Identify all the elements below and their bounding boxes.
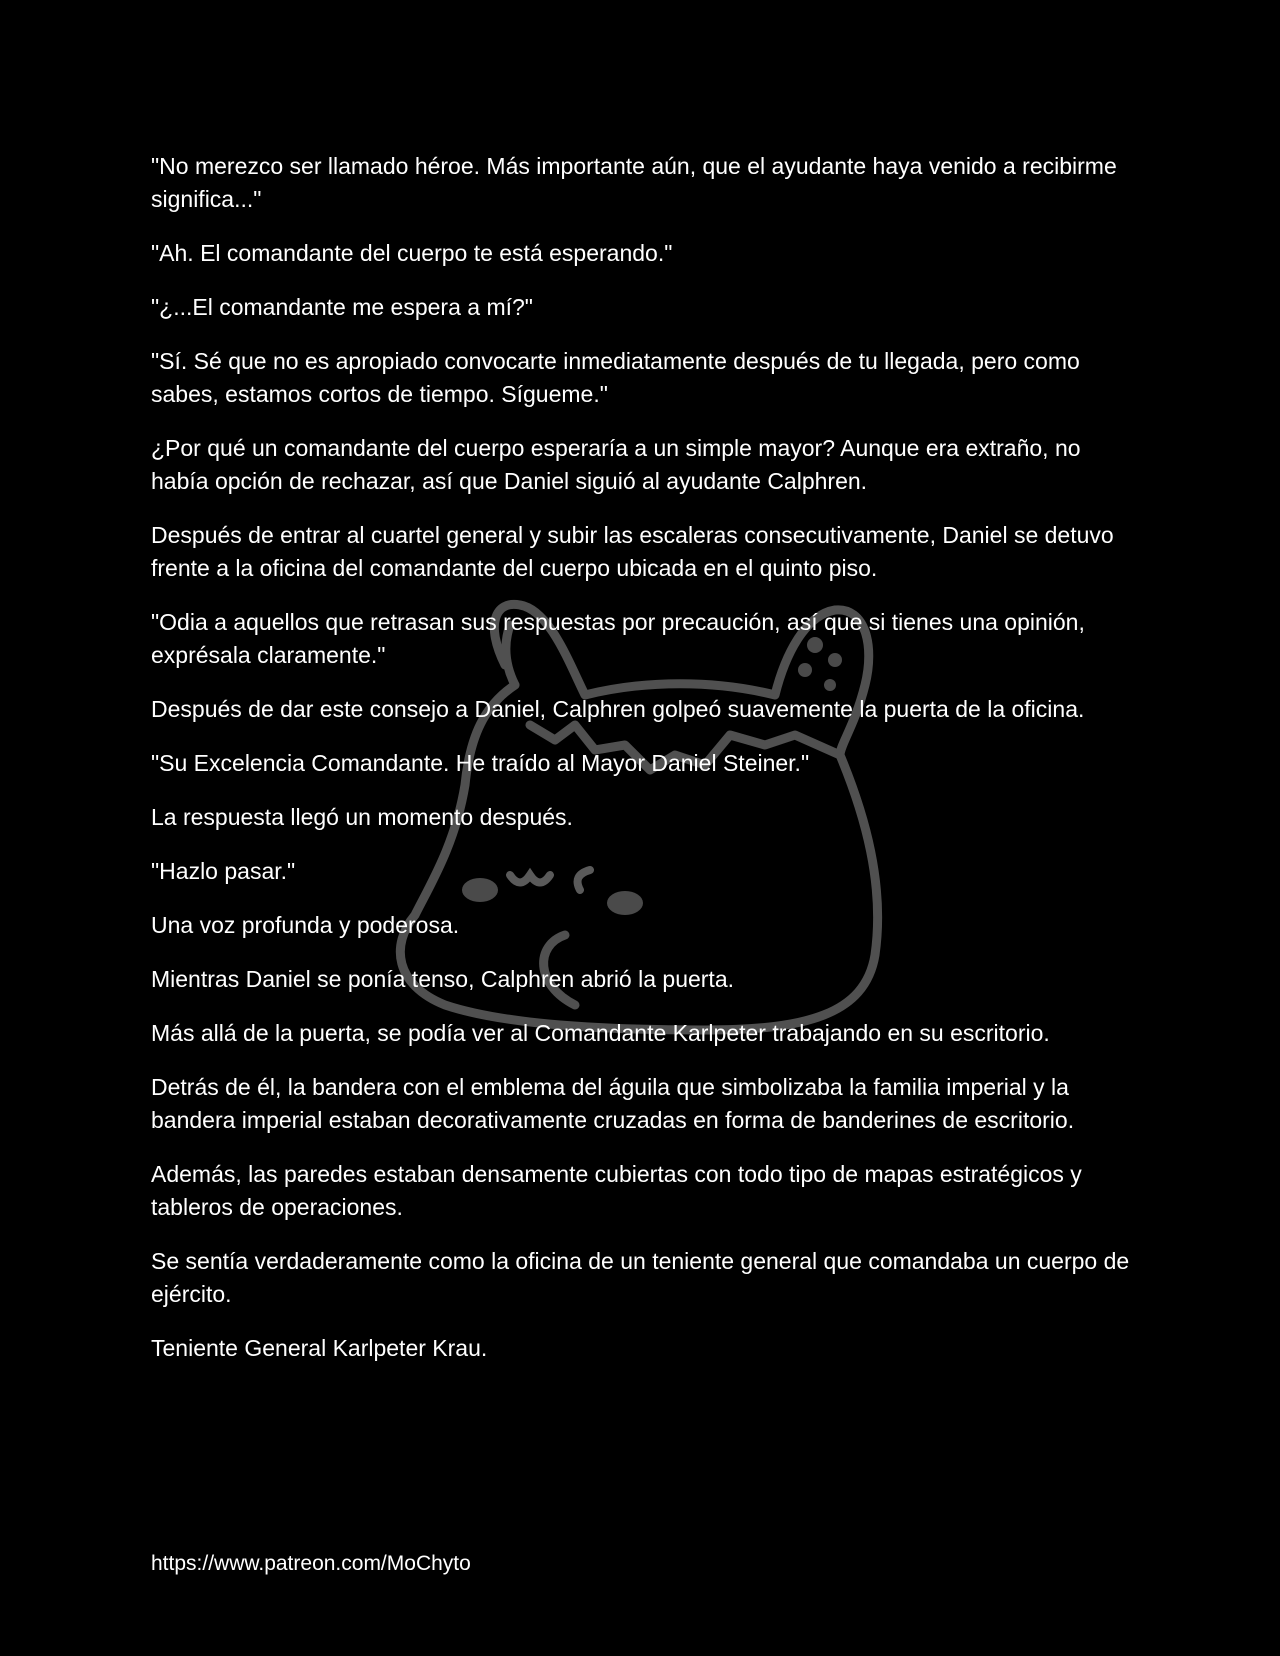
paragraph: "Su Excelencia Comandante. He traído al Mayor Daniel Steiner." [151,750,810,776]
paragraph: "Odia a aquellos que retrasan sus respuestas por precaución, así que si tienes una opinión, exprésala claramente." [151,609,1085,668]
chapter-text [151,150,1136,1386]
paragraph: "Sí. Sé que no es apropiado convocarte inmediatamente después de tu llegada, pero como sabes, estamos cortos de tiempo. Sígueme." [151,348,1080,407]
paragraph: ¿Por qué un comandante del cuerpo esperaría a un simple mayor? Aunque era extraño, no había opción de rechazar, así que Daniel siguió al ayudante Calphren. [151,435,1081,494]
paragraph: La respuesta llegó un momento después. [151,804,573,830]
paragraph: "No merezco ser llamado héroe. Más importante aún, que el ayudante haya venido a recibirme significa..." [151,153,1117,212]
paragraph: Una voz profunda y poderosa. [151,912,460,938]
patreon-link[interactable]: https://www.patreon.com/MoChyto [151,1552,471,1575]
paragraph: Después de entrar al cuartel general y subir las escaleras consecutivamente, Daniel se detuvo frente a la oficina del comandante del cuerpo ubicada en el quinto piso. [151,522,1114,581]
paragraph: Después de dar este consejo a Daniel, Calphren golpeó suavemente la puerta de la oficina. [151,696,1085,722]
paragraph: Teniente General Karlpeter Krau. [151,1335,488,1361]
paragraph: Más allá de la puerta, se podía ver al Comandante Karlpeter trabajando en su escritorio. [151,1020,1050,1046]
paragraph: Detrás de él, la bandera con el emblema del águila que simbolizaba la familia imperial y la bandera imperial estaban decorativamente cruzadas en forma de banderines de escritorio. [151,1074,1075,1133]
paragraph: Además, las paredes estaban densamente cubiertas con todo tipo de mapas estratégicos y tableros de operaciones. [151,1161,1082,1220]
paragraph: Se sentía verdaderamente como la oficina de un teniente general que comandaba un cuerpo de ejército. [151,1248,1130,1307]
paragraph: "Ah. El comandante del cuerpo te está esperando." [151,240,673,266]
paragraph: "Hazlo pasar." [151,858,296,884]
paragraph: "¿...El comandante me espera a mí?" [151,294,533,320]
paragraph: Mientras Daniel se ponía tenso, Calphren abrió la puerta. [151,966,735,992]
